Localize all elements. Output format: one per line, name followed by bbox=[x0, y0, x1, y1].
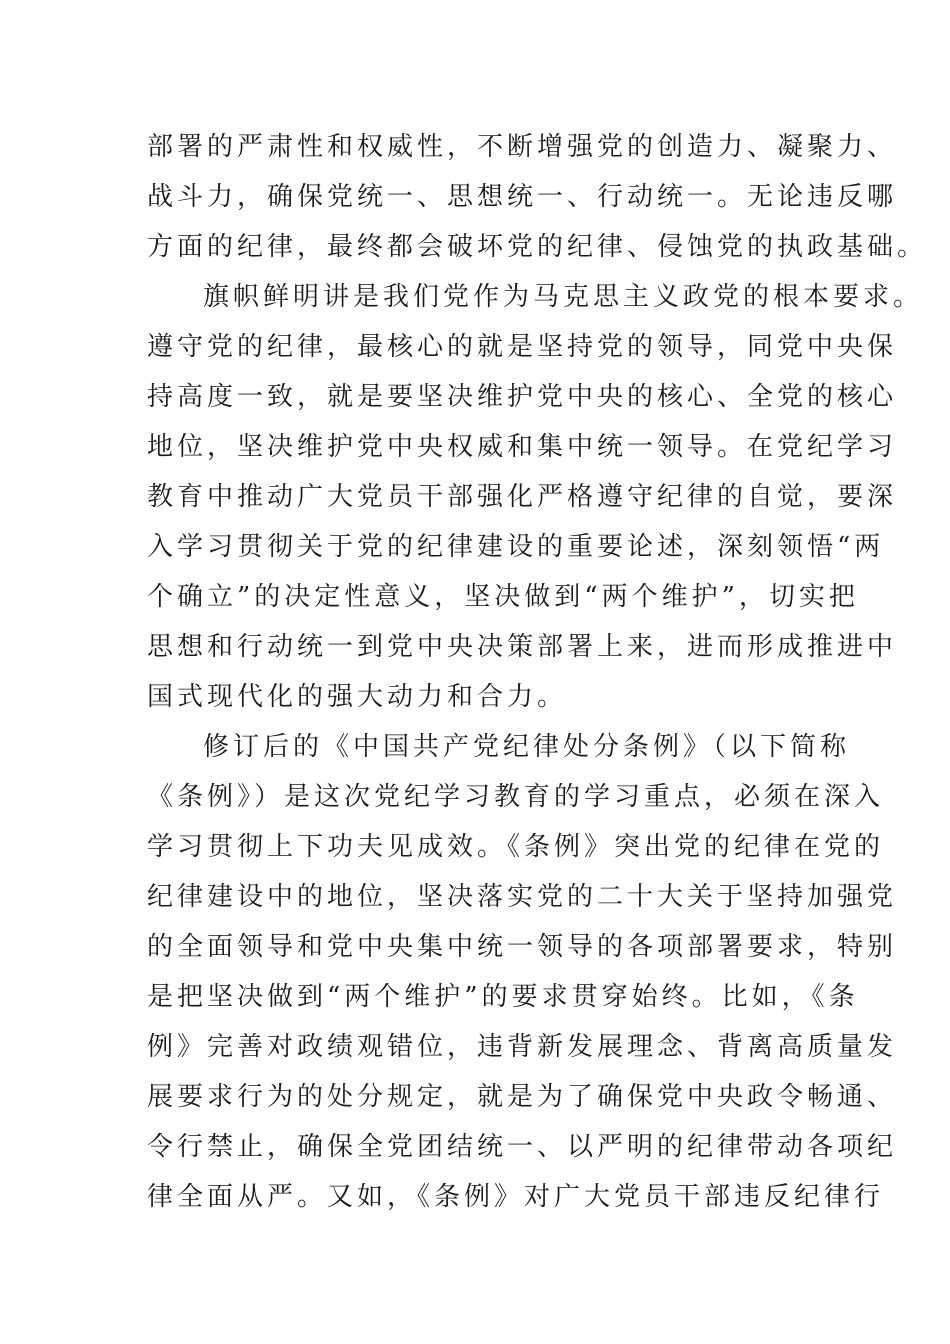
text-line: 思想和行动统一到党中央决策部署上来，进而形成推进中 bbox=[147, 632, 898, 662]
text-line: 国式现代化的强大动力和合力。 bbox=[147, 682, 568, 712]
text-line: 《条例》）是这次党纪学习教育的学习重点，必须在深入 bbox=[147, 782, 885, 812]
text-line: 例》完善对政绩观错位，违背新发展理念、背离高质量发 bbox=[147, 1032, 898, 1062]
paragraph-start-line: 修订后的《中国共产党纪律处分条例》（以下简称 bbox=[203, 732, 851, 762]
paragraph-start-line: 旗帜鲜明讲是我们党作为马克思主义政党的根本要求。 bbox=[203, 282, 924, 312]
text-line: 令行禁止，确保全党团结统一、以严明的纪律带动各项纪 bbox=[147, 1132, 898, 1162]
text-line: 持高度一致，就是要坚决维护党中央的核心、全党的核心 bbox=[147, 382, 898, 412]
text-line: 部署的严肃性和权威性，不断增强党的创造力、凝聚力、 bbox=[147, 132, 898, 162]
text-line: 纪律建设中的地位，坚决落实党的二十大关于坚持加强党 bbox=[147, 882, 898, 912]
text-line: 战斗力，确保党统一、思想统一、行动统一。无论违反哪 bbox=[147, 182, 898, 212]
document-body bbox=[147, 122, 928, 1222]
text-line: 入学习贯彻关于党的纪律建设的重要论述，深刻领悟“两 bbox=[147, 532, 885, 562]
text-line: 方面的纪律，最终都会破坏党的纪律、侵蚀党的执政基础。 bbox=[147, 232, 928, 262]
text-line: 的全面领导和党中央集中统一领导的各项部署要求，特别 bbox=[147, 932, 898, 962]
text-line: 教育中推动广大党员干部强化严格遵守纪律的自觉，要深 bbox=[147, 482, 898, 512]
text-line: 是把坚决做到“两个维护”的要求贯穿始终。比如，《条 bbox=[147, 982, 859, 1012]
text-line: 个确立”的决定性意义，坚决做到“两个维护”，切实把 bbox=[147, 582, 859, 612]
text-line: 展要求行为的处分规定，就是为了确保党中央政令畅通、 bbox=[147, 1082, 898, 1112]
text-line: 律全面从严。又如，《条例》对广大党员干部违反纪律行 bbox=[147, 1182, 885, 1212]
text-line: 地位，坚决维护党中央权威和集中统一领导。在党纪学习 bbox=[147, 432, 898, 462]
text-line: 遵守党的纪律，最核心的就是坚持党的领导，同党中央保 bbox=[147, 332, 898, 362]
text-line: 学习贯彻上下功夫见成效。《条例》突出党的纪律在党的 bbox=[147, 832, 885, 862]
